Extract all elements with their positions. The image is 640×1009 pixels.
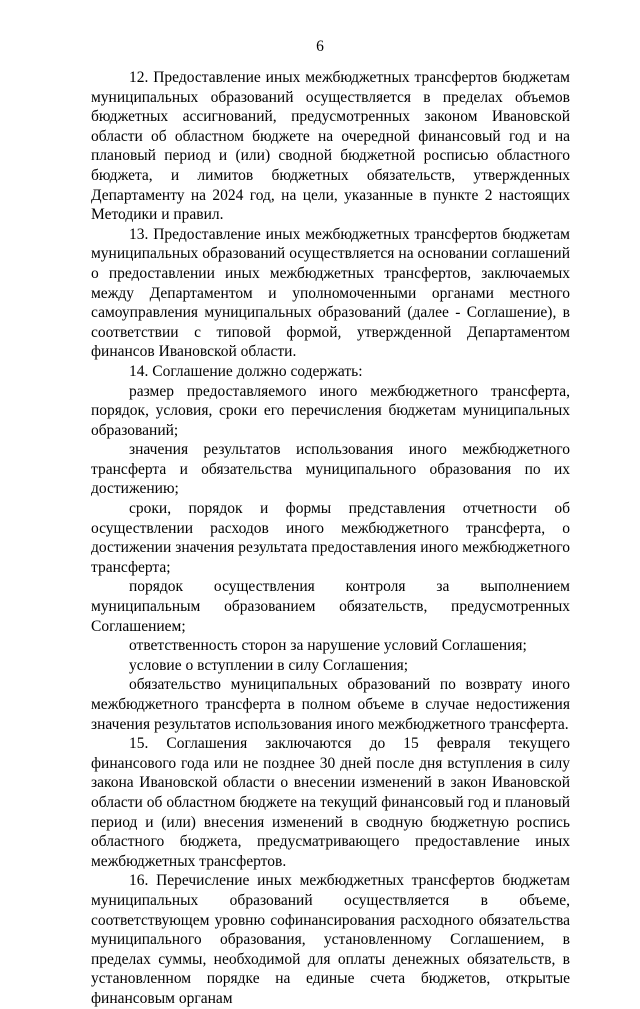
paragraph-15: 15. Соглашения заключаются до 15 февраля текущего финансового года или не позднее 30 дней после дня вступления в силу закона Ивановской области о внесении изменений в закон Ивановской области об областном бюджете на текущий финансовый год и плановый период и (или) внесения изменений в сводную бюджетную роспись областного бюджета, предусматривающего предоставление иных межбюджетных трансфертов.	[91, 735, 570, 870]
agreement-item-entry-into-force: условие о вступлении в силу Соглашения;	[129, 656, 409, 674]
agreement-item-reporting: сроки, порядок и формы представления отчетности об осуществлении расходов иного межбюджетного трансферта, о достижении значения результата предоставления иного межбюджетного трансферта;	[91, 500, 570, 576]
paragraph-14: 14. Соглашение должно содержать:	[129, 362, 363, 380]
agreement-item-liability: ответственность сторон за нарушение условий Соглашения;	[129, 637, 527, 655]
document-body	[91, 68, 570, 1009]
agreement-item-transfer-size: размер предоставляемого иного межбюджетного трансферта, порядок, условия, сроки его перечисления бюджетам муниципальных образований;	[91, 382, 570, 439]
page-number: 6	[316, 38, 324, 55]
agreement-item-refund-obligation: обязательство муниципальных образований по возврату иного межбюджетного трансферта в полном объеме в случае недостижения значения результатов использования иного межбюджетного трансферта.	[91, 676, 570, 733]
agreement-item-control: порядок осуществления контроля за выполнением муниципальным образованием обязательств, предусмотренных Соглашением;	[91, 578, 570, 635]
paragraph-12: 12. Предоставление иных межбюджетных трансфертов бюджетам муниципальных образований осуществляется в пределах объемов бюджетных ассигнований, предусмотренных законом Ивановской области об областном бюджете на очередной финансовый год и на плановый период и (или) сводной бюджетной росписью областного бюджета, и лимитов бюджетных обязательств, утвержденных Департаменту на 2024 год, на цели, указанные в пункте 2 настоящих Методики и правил.	[91, 69, 570, 224]
paragraph-16: 16. Перечисление иных межбюджетных трансфертов бюджетам муниципальных образований осуществляется в объеме, соответствующем уровню софинансирования расходного обязательства муниципального образования, установленному Соглашением, в пределах суммы, необходимой для оплаты денежных обязательств, в установленном порядке на единые счета бюджетов, открытые финансовым органам	[91, 872, 570, 1007]
agreement-item-result-values: значения результатов использования иного межбюджетного трансферта и обязательства муниципального образования по их достижению;	[91, 441, 570, 498]
paragraph-13: 13. Предоставление иных межбюджетных трансфертов бюджетам муниципальных образований осуществляется на основании соглашений о предоставлении иных межбюджетных трансфертов, заключаемых между Департаментом и уполномоченными органами местного самоуправления муниципальных образований (далее - Соглашение), в соответствии с типовой формой, утвержденной Департаментом финансов Ивановской области.	[91, 225, 570, 361]
